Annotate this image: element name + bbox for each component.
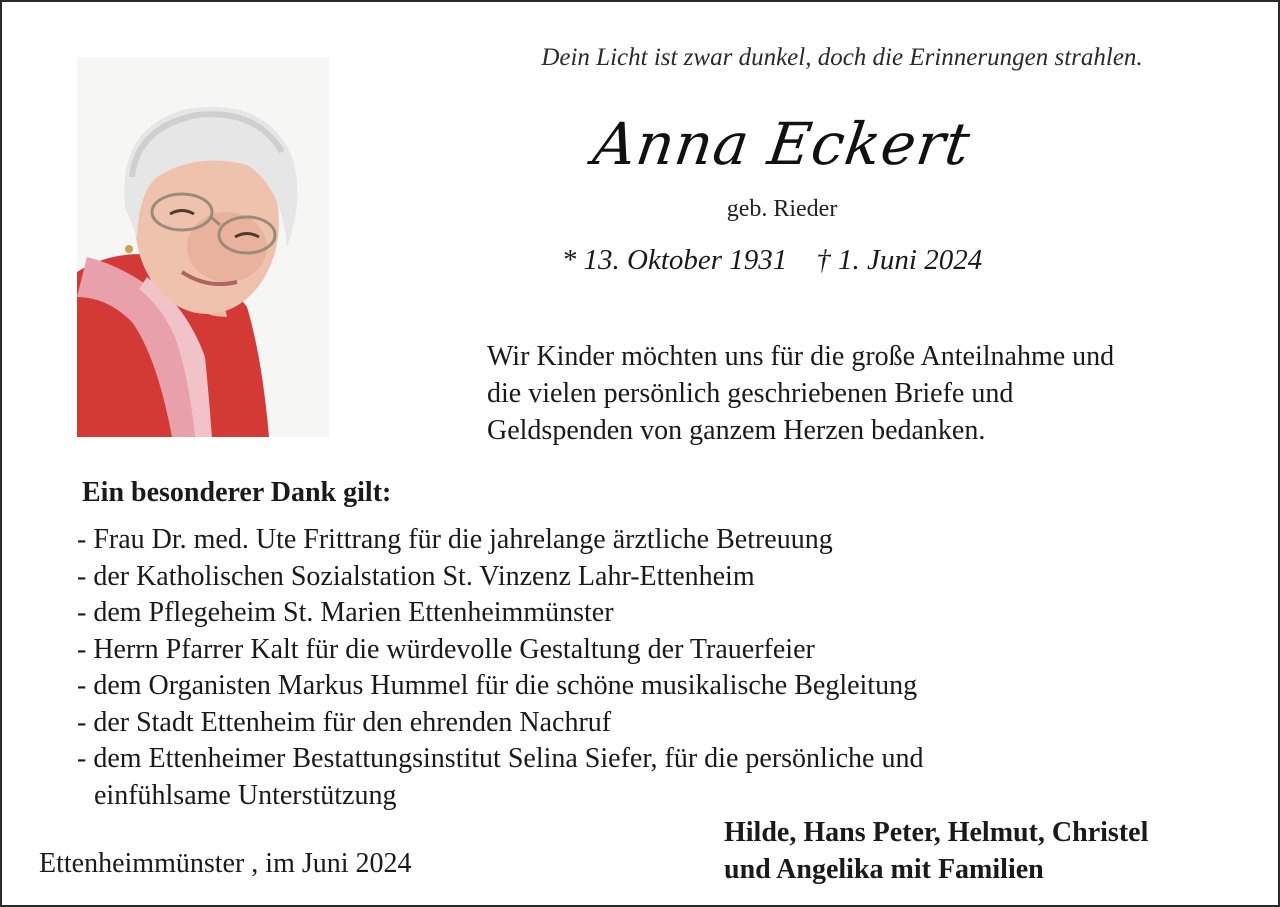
special-thanks-list (77, 522, 1227, 814)
deceased-name: Anna Eckert (589, 110, 975, 178)
place-and-date: Ettenheimmünster , im Juni 2024 (39, 848, 412, 879)
portrait-image (77, 57, 329, 437)
signature-line: Hilde, Hans Peter, Helmut, Christel (724, 817, 1149, 848)
list-item: - der Katholischen Sozialstation St. Vinzenz Lahr-Ettenheim (77, 560, 755, 592)
special-thanks-heading: Ein besonderer Dank gilt: (82, 477, 392, 508)
list-item: - Herrn Pfarrer Kalt für die würdevolle Gestaltung der Trauerfeier (77, 633, 815, 665)
list-item: - dem Ettenheimer Bestattungsinstitut Selina Siefer, für die persönliche und (77, 743, 924, 774)
list-item: - dem Organisten Markus Hummel für die schöne musikalische Begleitung (77, 670, 918, 701)
list-item: - der Stadt Ettenheim für den ehrenden Nachruf (77, 706, 612, 738)
memorial-quote: Dein Licht ist zwar dunkel, doch die Erinnerungen strahlen. (541, 44, 1143, 71)
thanks-paragraph (487, 338, 1247, 449)
family-signature (724, 814, 1148, 888)
thanks-line: die vielen persönlich geschriebenen Briefe und (487, 378, 1014, 409)
list-item: - Frau Dr. med. Ute Frittrang für die jahrelange ärztliche Betreuung (77, 524, 833, 555)
thanks-line: Wir Kinder möchten uns für die große Anteilnahme und (487, 341, 1115, 372)
maiden-name: geb. Rieder (726, 196, 838, 222)
thanks-line: Geldspenden von ganzem Herzen bedanken. (487, 415, 986, 446)
signature-line: und Angelika mit Familien (724, 854, 1044, 885)
life-dates: * 13. Oktober 1931 † 1. Juni 2024 (561, 244, 983, 276)
list-item-continuation: einfühlsame Unterstützung (94, 779, 397, 811)
list-item: - dem Pflegeheim St. Marien Ettenheimmünster (77, 597, 614, 628)
portrait-photo (77, 57, 329, 437)
